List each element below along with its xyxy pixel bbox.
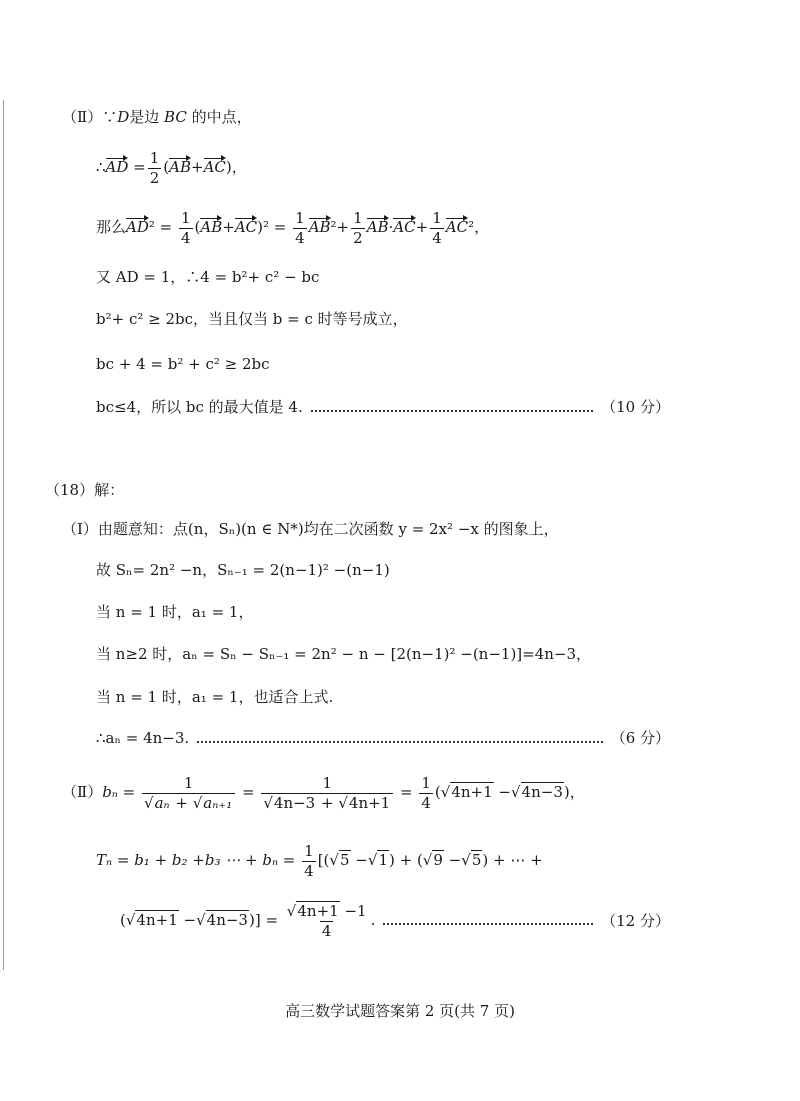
q18-heading: （18）解： (45, 481, 125, 499)
score-12: （12 分） (601, 911, 670, 930)
step-bc-plus-four: bc + 4 = b² + c² ≥ 2bc (96, 355, 270, 373)
dot-leader (311, 410, 593, 412)
conclusion-row-6 (96, 731, 670, 746)
q18-tn-sum: Tₙ = b₁ + b₂ +b₃ ⋯ + bₙ = $\frac{1}{4}$ [(√ 5 −√ 1) + (√ 9 −√ 5) + ⋯ + (96, 843, 543, 879)
step-ad-equals-one: 又 AD = 1，∴4 = b²+ c² − bc (96, 268, 320, 286)
conclusion-row-10 (96, 400, 670, 415)
step-inequality: b²+ c² ≥ 2bc，当且仅当 b = c 时等号成立， (96, 310, 408, 328)
q18-sn-formula: 故 Sₙ= 2n² −n，Sₙ₋₁ = 2(n−1)² −(n−1) (96, 561, 390, 579)
left-margin-line (3, 100, 4, 970)
q18-an-derivation: 当 n≥2 时，aₙ = Sₙ − Sₙ₋₁ = 2n² − n − [2(n−1)² −(n−1)]=4n−3， (96, 645, 592, 663)
formula-ad-squared: 那么AD² = $\frac{1}{4}$ (AB+AC)² = $\frac{1}{4}$ AB²+ $\frac{1}{2}$ AB·AC+ $\frac{1}{4}$ AC²， (96, 209, 490, 247)
conclusion-text: bc≤4，所以 bc 的最大值是 4. (96, 398, 303, 416)
an-conclusion: ∴aₙ = 4n−3. (96, 729, 190, 747)
dot-leader (383, 923, 593, 925)
conclusion-row-12 (120, 903, 670, 939)
q18-part1-intro: （Ⅰ）由题意知：点(n，Sₙ)(n ∈ N*)均在二次函数 y = 2x² −x 的图象上， (62, 520, 559, 538)
q18-n1-check: 当 n = 1 时，a₁ = 1，也适合上式. (96, 688, 334, 706)
page-footer: 高三数学试题答案第 2 页(共 7 页) (285, 1002, 515, 1020)
formula-ad-half-sum: ∴AD = $\frac{1}{2}$ (AB+AC)， (96, 149, 247, 187)
q18-n1-case: 当 n = 1 时，a₁ = 1， (96, 603, 254, 621)
tn-result: (√ 4n+1 −√ 4n−3)] = √ $\frac{4n+1 -1}{4}$ . (120, 903, 375, 939)
score-6: （6 分） (610, 729, 670, 747)
part2-heading: （Ⅱ）∵D是边 BC 的中点， (62, 108, 252, 126)
score-10: （10 分） (601, 398, 670, 416)
dot-leader (197, 741, 603, 743)
q18-bn-formula: （Ⅱ）bₙ = 1 √ aₙ + √ aₙ₊₁ = 1 √ 4n−3 + √ 4n+1 = $\frac{1}{4}$ (√ 4n+1 −√ 4n−3)， (62, 775, 585, 811)
